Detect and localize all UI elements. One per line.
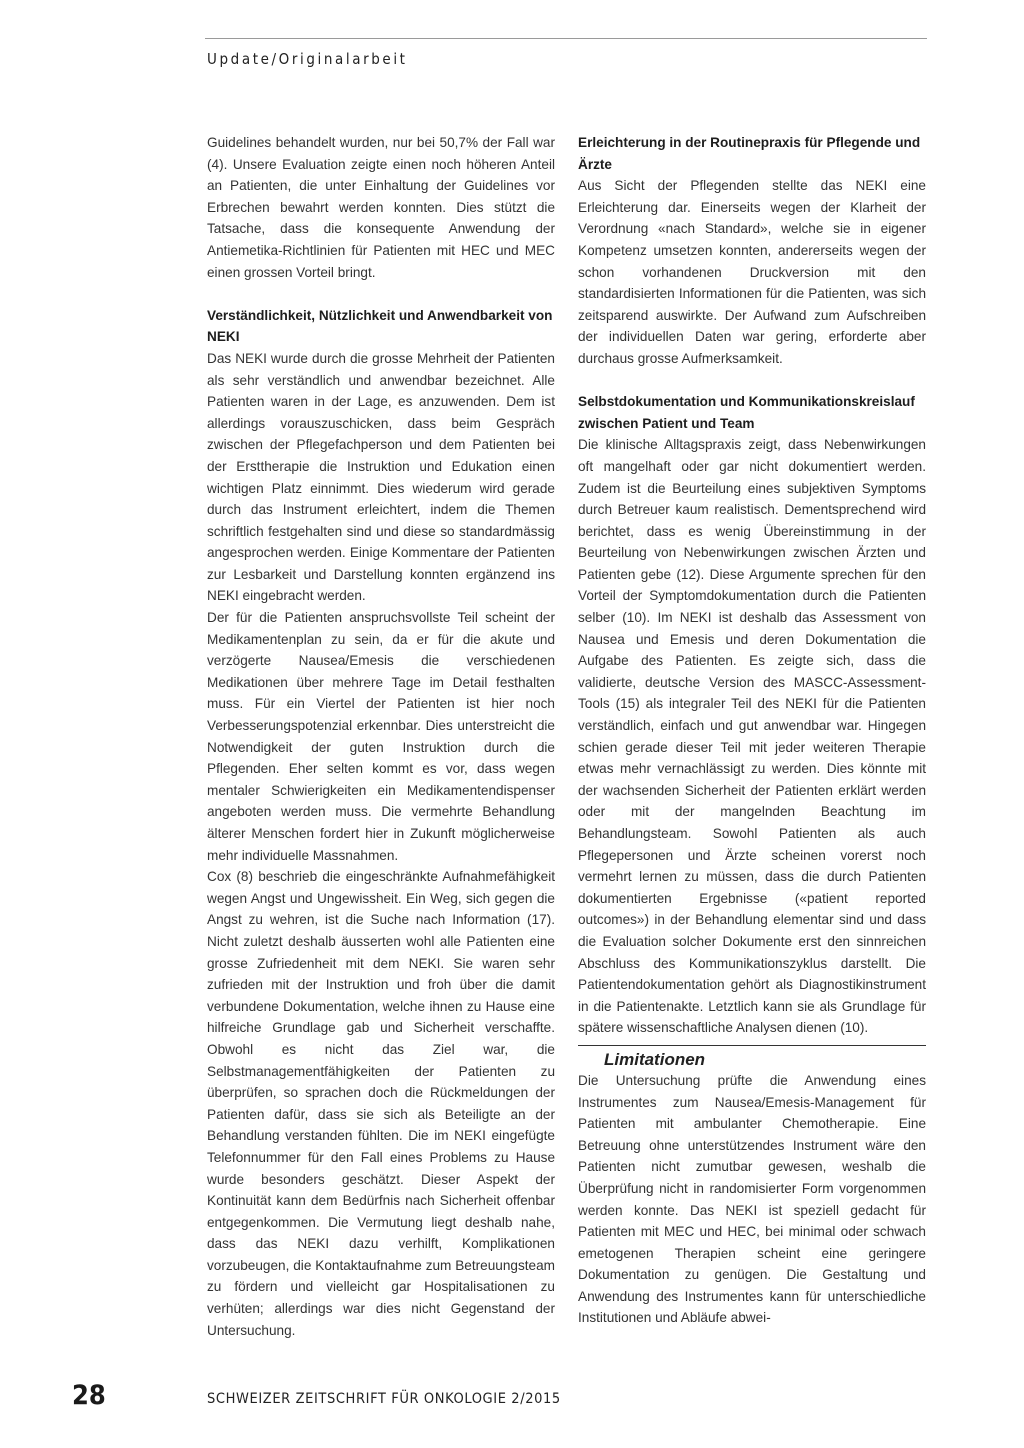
paragraph: Die klinische Alltagspraxis zeigt, dass Nebenwirkungen oft mangelhaft oder gar nicht dokumentiert werden. Zudem ist die Beurteilung eines subjektiven Symptoms durch Betreuer kaum realistisch. Dementsprechend wird berichtet, dass es wenig Übereinstimmung in der Beurteilung von Nebenwirkungen zwischen Ärzten und Patienten gebe (12). Diese Argumente sprechen für den Vorteil der Symptomdokumentation durch die Patienten selber (10). Im NEKI ist deshalb das Assessment von Nausea und Emesis und deren Dokumentation die Aufgabe des Patienten. Es zeigte sich, dass die validierte, deutsche Version des MASCC-Assessment-Tools (15) als integraler Teil des NEKI für die Patienten verständlich, einfach und gut anwendbar war. Hingegen schien gerade dieser Teil mit jeder weiteren Therapie etwas mehr vernachlässigt zu werden. Dies könnte mit der wachsenden Sicherheit der Patienten erklärt werden oder mit der mangelnden Beachtung im Behandlungsteam. Sowohl Patienten als auch Pflegepersonen und Ärzte scheinen vorerst noch vermehrt lernen zu müssen, dass die durch Patienten dokumentierten Ergebnisse («patient reported outcomes») in der Behandlung elementar sind und dass die Evaluation solcher Dokumente erst den sinnreichen Abschluss des Kommunikationszyklus darstellt. Die Patientendokumentation gehört als Diagnostikinstrument in die Patientenakte. Letztlich kann sie als Grundlage für spätere wissenschaftliche Analysen dienen (10).: [578, 437, 926, 1036]
section-rule: [578, 1045, 926, 1046]
paragraph: Das NEKI wurde durch die grosse Mehrheit der Patienten als sehr verständlich und anwendbar bezeichnet. Alle Patienten waren in der Lage, es anzuwenden. Dem ist allerdings vorauszuschicken, dass beim Gespräch zwischen der Pflegefachperson und dem Patienten bei der Ersttherapie die Instruktion und Edukation einen wichtigen Platz einnimmt. Dies wiederum wird gerade durch das Instrument erleichtert, indem die Themen schriftlich festgehalten sind und diese so standardmässig angesprochen werden. Einige Kommentare der Patienten zur Lesbarkeit und Darstellung konnten ergänzend ins NEKI eingebracht werden.: [207, 350, 555, 604]
journal-footer: SCHWEIZER ZEITSCHRIFT FÜR ONKOLOGIE 2/2015: [207, 1391, 561, 1407]
subheading: Erleichterung in der Routinepraxis für Pflegende und Ärzte: [578, 135, 921, 172]
left-column: [207, 132, 555, 1341]
paragraph: Die Untersuchung prüfte die Anwendung eines Instrumentes zum Nausea/Emesis-Management für Patienten mit ambulanter Chemotherapie. Eine Betreuung ohne unterstützendes Instrument wäre den Patienten nicht zumutbar gewesen, weshalb die Überprüfung nicht in randomisierter Form vorgenommen werden konnte. Das NEKI ist speziell gedacht für Patienten mit MEC und HEC, bei minimal oder schwach emetogenen Therapien scheint eine geringere Dokumentation zu genügen. Die Gestaltung und Anwendung des Instrumentes kann für unterschiedliche Institutionen und Abläufe abwei-: [578, 1072, 926, 1326]
section-label: Update/Originalarbeit: [207, 50, 408, 68]
right-column: [578, 132, 926, 1329]
page-number: 28: [72, 1380, 106, 1411]
paragraph: Cox (8) beschrieb die eingeschränkte Aufnahmefähigkeit wegen Angst und Ungewissheit. Ein Weg, sich gegen die Angst zu wehren, ist die Suche nach Information (17). Nicht zuletzt deshalb äusserten wohl alle Patienten eine grosse Zufriedenheit mit dem NEKI. Sie waren sehr zufrieden mit der Instruktion und froh über die damit verbundene Dokumentation, welche ihnen zu Hause eine hilfreiche Grundlage gab und Sicherheit verschaffte. Obwohl es nicht das Ziel war, die Selbstmanagementfähigkeiten der Patienten zu überprüfen, so sprachen doch die Rückmeldungen der Patienten dafür, dass sie sich als Beteiligte an der Behandlung verstanden fühlten. Die im NEKI eingefügte Telefonnummer für den Fall eines Problems zu Hause wurde besonders geschätzt. Dieser Aspekt der Kontinuität kann dem Bedürfnis nach Sicherheit offenbar entgegenkommen. Die Vermutung liegt deshalb nahe, dass das NEKI dazu verhilft, Komplikationen vorzubeugen, die Kontaktaufnahme zum Betreuungsteam zu fördern und vielleicht gar Hospitalisationen zu verhüten; allerdings war dies nicht Gegenstand der Untersuchung.: [207, 869, 555, 1338]
paragraph: Aus Sicht der Pflegenden stellte das NEKI eine Erleichterung dar. Einerseits wegen der Klarheit der Verordnung «nach Standard», welche sie in eigener Kompetenz umsetzen konnten, andererseits wegen der schon vorhandenen Druckversion mit den standardisierten Informationen für die Patienten, was sich zeitsparend auswirkte. Der Aufwand zum Aufschreiben der individuellen Daten war gering, erforderte aber durchaus grosse Aufmerksamkeit.: [578, 178, 926, 366]
header-rule: [205, 38, 927, 39]
paragraph: Der für die Patienten anspruchsvollste Teil scheint der Medikamentenplan zu sein, da er für die akute und verzögerte Nausea/Emesis die verschiedenen Medikationen über mehrere Tage im Detail festhalten muss. Für ein Viertel der Patienten ist hier noch Verbesserungspotenzial erkennbar. Dies unterstreicht die Notwendigkeit der guten Instruktion durch die Pflegenden. Eher selten kommt es vor, dass wegen mentaler Schwierigkeiten ein Medikamentendispenser angeboten werden muss. Die vermehrte Behandlung älterer Menschen fordert hier in Zukunft möglicherweise mehr individuelle Massnahmen.: [207, 610, 555, 863]
paragraph: Guidelines behandelt wurden, nur bei 50,7% der Fall war (4). Unsere Evaluation zeigte einen noch höheren Anteil an Patienten, die unter Einhaltung der Guidelines vor Erbrechen bewahrt werden konnten. Dies stützt die Tatsache, dass die konsequente Anwendung der Antiemetika-Richtlinien für Patienten mit HEC und MEC einen grossen Vorteil bringt.: [207, 135, 555, 280]
subheading: Verständlichkeit, Nützlichkeit und Anwendbarkeit von NEKI: [207, 307, 553, 345]
subheading: Selbstdokumentation und Kommunikationskreislauf zwischen Patient und Team: [578, 394, 915, 431]
section-title: Limitationen: [604, 1049, 706, 1069]
